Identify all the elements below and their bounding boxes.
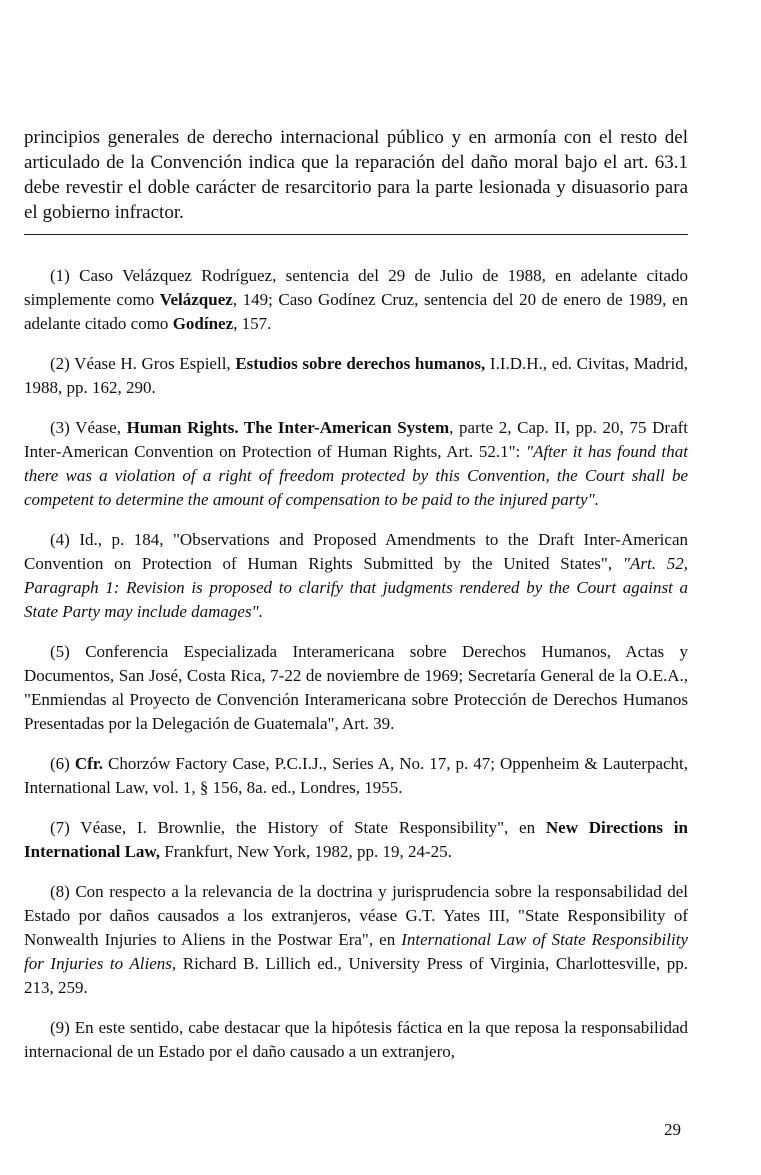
footnote-9: (9) En este sentido, cabe destacar que la hipótesis fáctica en la que reposa la responsabilidad internacional de un Estado por el daño causado a un extranjero,	[24, 1018, 688, 1061]
body-paragraph: principios generales de derecho internacional público y en armonía con el resto del articulado de la Convención indica que la reparación del daño moral bajo el art. 63.1 debe revestir el doble carácter de resarcitorio para la parte lesionada y disuasorio para el gobierno infractor.	[24, 127, 688, 223]
footnote-8: (8) Con respecto a la relevancia de la doctrina y jurisprudencia sobre la responsabilidad del Estado por daños causados a los extranjeros, véase G.T. Yates III, "State Responsibility of Nonwealth Injuries to Aliens in the Postwar Era", en International Law of State Responsibility for Injuries to Aliens, Richard B. Lillich ed., University Press of Virginia, Charlottesville, pp. 213, 259.	[24, 882, 688, 997]
footnote-3: (3) Véase, Human Rights. The Inter-American System, parte 2, Cap. II, pp. 20, 75 Draft Inter-American Convention on Protection of Human Rights, Art. 52.1": "After it has found that there was a violation of a right of freedom protected by this Convention, the Court shall be competent to determine the amount of compensation to be paid to the injured party".	[24, 418, 688, 509]
footnote-4: (4) Id., p. 184, "Observations and Proposed Amendments to the Draft Inter-American Convention on Protection of Human Rights Submitted by the United States", "Art. 52, Paragraph 1: Revision is proposed to clarify that judgments rendered by the Court against a State Party may include damages".	[24, 530, 688, 621]
footnote-6: (6) Cfr. Chorzów Factory Case, P.C.I.J., Series A, No. 17, p. 47; Oppenheim & Lauterpacht, International Law, vol. 1, § 156, 8a. ed., Londres, 1955.	[24, 754, 689, 797]
footnote-5: (5) Conferencia Especializada Interamericana sobre Derechos Humanos, Actas y Documentos, San José, Costa Rica, 7-22 de noviembre de 1969; Secretaría General de la O.E.A., "Enmiendas al Proyecto de Convención Interamericana sobre Protección de Derechos Humanos Presentadas por la Delegación de Guatemala", Art. 39.	[24, 642, 688, 733]
footnote-2: (2) Véase H. Gros Espiell, Estudios sobre derechos humanos, I.I.D.H., ed. Civitas, Madrid, 1988, pp. 162, 290.	[24, 354, 689, 397]
footnotes	[24, 264, 688, 1080]
footnote-separator	[24, 234, 688, 235]
footnote-7: (7) Véase, I. Brownlie, the History of State Responsibility", en New Directions in International Law, Frankfurt, New York, 1982, pp. 19, 24-25.	[24, 818, 688, 861]
footnote-1: (1) Caso Velázquez Rodríguez, sentencia del 29 de Julio de 1988, en adelante citado simplemente como Velázquez, 149; Caso Godínez Cruz, sentencia del 20 de enero de 1989, en adelante citado como Godínez, 157.	[24, 266, 689, 333]
page-number: 29	[664, 1120, 681, 1139]
